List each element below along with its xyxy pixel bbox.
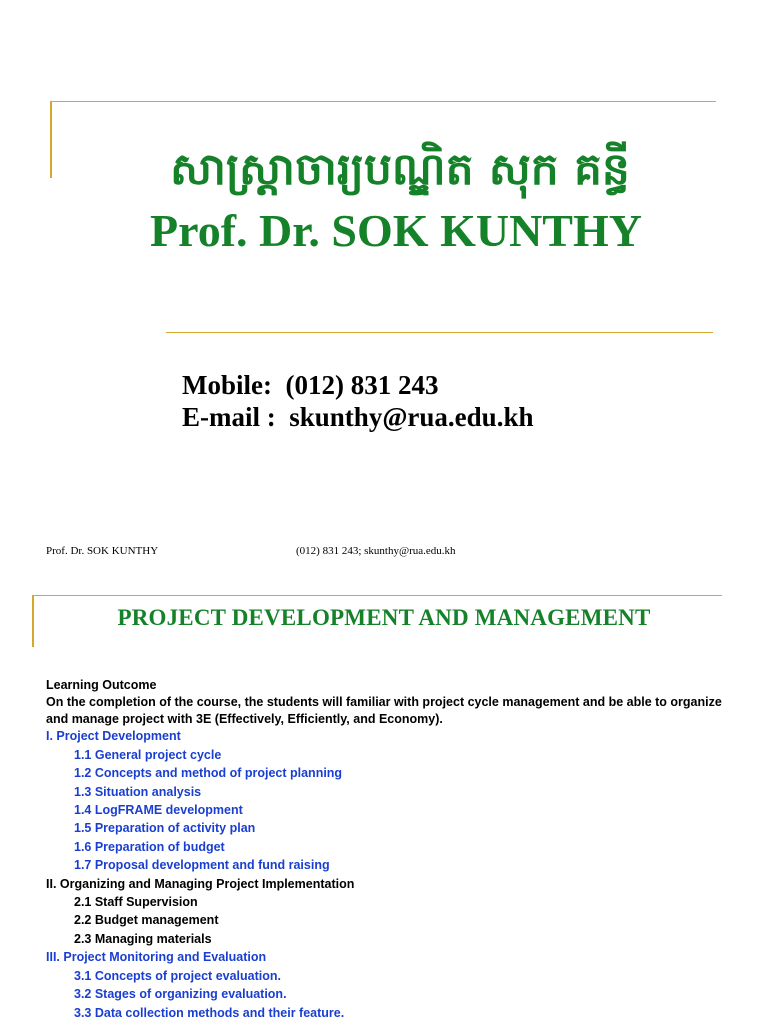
list-item: 3.2 Stages of organizing evaluation. — [74, 987, 287, 1002]
list-item: 2.3 Managing materials — [74, 931, 212, 946]
list-item: 2.1 Staff Supervision — [74, 895, 198, 910]
section-3 — [46, 948, 746, 1022]
list-item: 3.1 Concepts of project evaluation. — [74, 968, 281, 983]
mobile-line — [182, 369, 438, 401]
footer-left: Prof. Dr. SOK KUNTHY — [46, 545, 159, 557]
section-1 — [46, 727, 746, 874]
mobile-label: Mobile: — [182, 370, 272, 400]
list-item: 3.3 Data collection methods and their feature. — [74, 1005, 345, 1020]
slide2-top-rule — [32, 595, 722, 596]
footer-right: (012) 831 243; skunthy@rua.edu.kh — [296, 545, 456, 557]
khmer-name-title: សាស្ត្រាចារ្យបណ្ឌិត សុក គន្ធី — [170, 144, 630, 195]
middle-rule — [166, 332, 713, 333]
list-item: 1.6 Preparation of budget — [74, 839, 225, 854]
list-item: 1.1 General project cycle — [74, 747, 222, 762]
section-title: I. Project Development — [46, 729, 181, 744]
learning-outcome-heading: Learning Outcome — [46, 678, 157, 692]
email-line — [182, 401, 533, 433]
course-content — [46, 676, 746, 1022]
mobile-value: (012) 831 243 — [285, 370, 439, 400]
intro-paragraph: On the completion of the course, the students will familiar with project cycle management and be able to organize and manage project with 3E (Effectively, Efficiently, and Economy). — [46, 695, 722, 726]
name-title: Prof. Dr. SOK KUNTHY — [150, 205, 642, 256]
list-item: 1.5 Preparation of activity plan — [74, 821, 256, 836]
email-label: E-mail : — [182, 402, 276, 432]
section-title: II. Organizing and Managing Project Implementation — [46, 876, 355, 891]
list-item: 1.3 Situation analysis — [74, 784, 202, 799]
list-item: 1.4 LogFRAME development — [74, 803, 243, 818]
list-item: 2.2 Budget management — [74, 913, 219, 928]
section-title: III. Project Monitoring and Evaluation — [46, 950, 267, 965]
list-item: 1.2 Concepts and method of project planning — [74, 766, 343, 781]
list-item: 1.7 Proposal development and fund raising — [74, 858, 330, 873]
top-rule — [50, 101, 716, 102]
slide-title: PROJECT DEVELOPMENT AND MANAGEMENT — [117, 605, 651, 630]
email-value: skunthy@rua.edu.kh — [289, 402, 534, 432]
section-2 — [46, 875, 746, 949]
